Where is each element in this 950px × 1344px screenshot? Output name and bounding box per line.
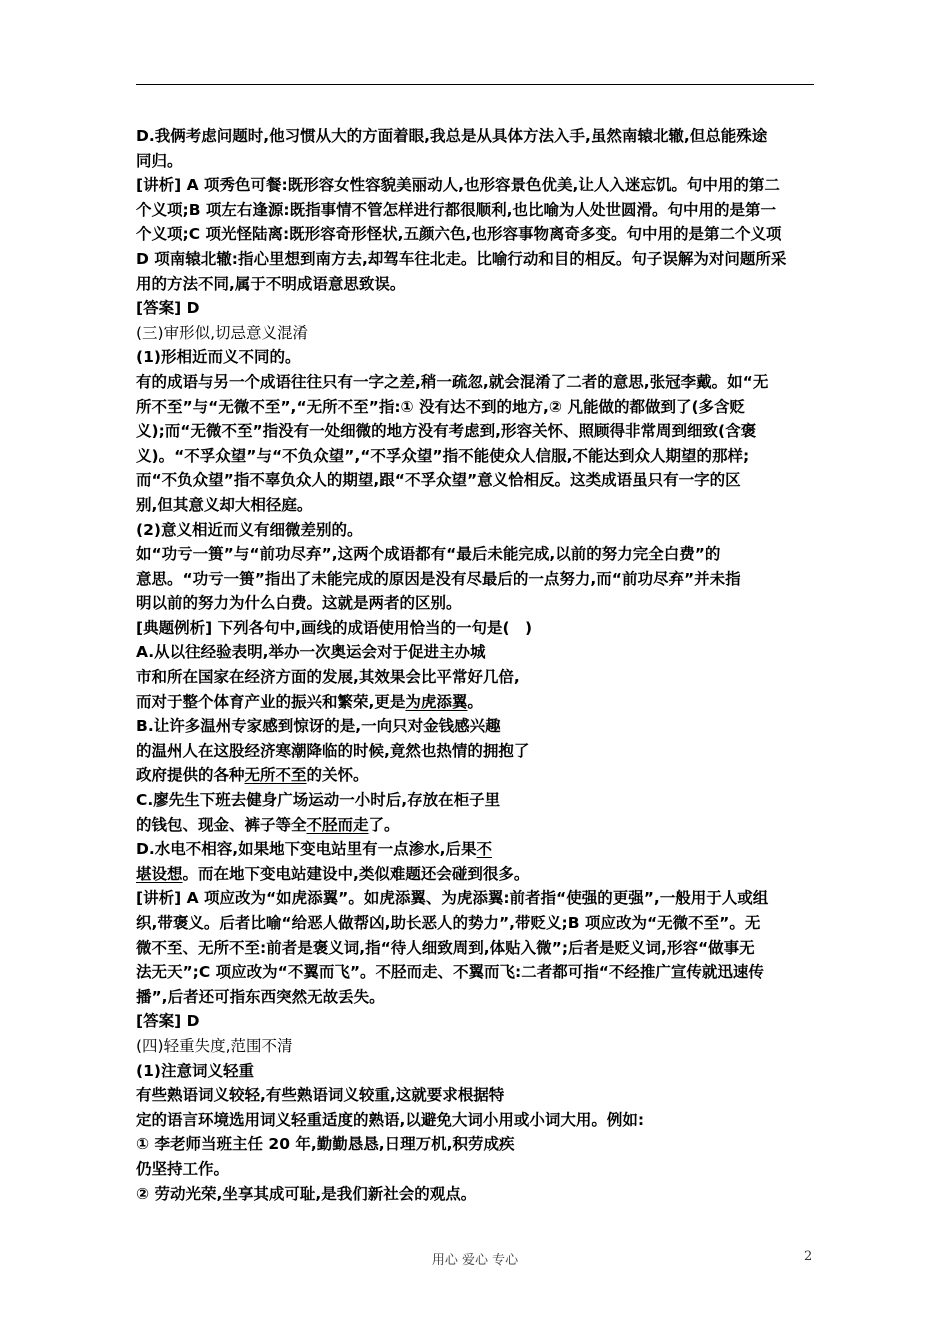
text-segment: 同归。: [136, 151, 183, 170]
text-segment: 个义项;C 项光怪陆离:既形容奇形怪状,五颜六色,也形容事物离奇多变。句中用的是第二个义项: [136, 225, 782, 244]
text-line: [136, 321, 814, 346]
text-line: [136, 149, 814, 174]
page-footer: [0, 1249, 950, 1269]
text-line: [136, 345, 814, 370]
text-segment: 政府提供的各种: [136, 766, 245, 785]
text-segment: 的钱包、现金、裤子等全: [136, 815, 307, 834]
text-segment: D.我俩考虑问题时,他习惯从大的方面着眼,我总是从具体方法入手,虽然南辕北辙,但总能殊途: [136, 127, 768, 145]
text-segment: 了。: [368, 815, 400, 834]
text-line: [136, 1132, 814, 1157]
text-segment: (1)注意词义轻重: [136, 1061, 254, 1080]
text-line: [136, 837, 814, 862]
page-number: 2: [804, 1249, 813, 1264]
text-line: [136, 960, 814, 985]
text-line: [136, 542, 814, 567]
text-segment: (四)轻重失度,范围不清: [136, 1036, 293, 1055]
text-line: [136, 936, 814, 961]
text-segment: ① 李老师当班主任 20 年,勤勤恳恳,日理万机,积劳成疾: [136, 1135, 515, 1154]
underlined-idiom: 堪设想: [136, 864, 183, 883]
text-segment: 有的成语与另一个成语往往只有一字之差,稍一疏忽,就会混淆了二者的意思,张冠李戴。如“无: [136, 372, 769, 391]
text-line: [136, 468, 814, 493]
text-segment: 明以前的努力为什么白费。这就是两者的区别。: [136, 594, 462, 613]
text-line: [136, 985, 814, 1010]
underlined-idiom: 无所不至: [244, 766, 307, 785]
text-segment: [讲析] A 项秀色可餐:既形容女性容貌美丽动人,也形容景色优美,让人入迷忘饥。句中用的第二: [136, 176, 780, 195]
text-segment: 所不至”与“无微不至”,“无所不至”指:① 没有达不到的地方,② 凡能做的都做到了(多含贬: [136, 397, 746, 416]
text-segment: ② 劳动光荣,坐享其成可耻,是我们新社会的观点。: [136, 1184, 477, 1203]
text-segment: B.让许多温州专家感到惊讶的是,一向只对金钱感兴趣: [136, 717, 501, 736]
text-line: [136, 173, 814, 198]
text-segment: 定的语言环境选用词义轻重适度的熟语,以避免大词小用或小词大用。例如:: [136, 1110, 645, 1129]
text-line: [136, 296, 814, 321]
text-line: [136, 419, 814, 444]
text-line: [136, 395, 814, 420]
text-segment: (2)意义相近而义有细微差别的。: [136, 520, 363, 539]
text-line: [136, 886, 814, 911]
footer-motto: 用心 爱心 专心: [431, 1253, 519, 1268]
text-segment: 的温州人在这股经济寒潮降临的时候,竟然也热情的拥抱了: [136, 741, 530, 760]
text-line: [136, 222, 814, 247]
text-segment: C.廖先生下班去健身广场运动一小时后,存放在柜子里: [136, 791, 501, 810]
underlined-idiom: 不胫而走: [306, 815, 369, 834]
text-line: [136, 370, 814, 395]
document-body: [136, 124, 814, 1206]
text-line: [136, 1059, 814, 1084]
text-segment: 法无天”;C 项应改为“不翼而飞”。不胫而走、不翼而飞:二者都可指“不经推广宣传就迅速传: [136, 963, 764, 982]
text-line: [136, 690, 814, 715]
text-line: [136, 247, 814, 272]
text-line: [136, 1157, 814, 1182]
text-segment: 如“功亏一篑”与“前功尽弃”,这两个成语都有“最后未能完成,以前的努力完全白费”的: [136, 545, 721, 564]
underlined-idiom: 不: [476, 840, 493, 859]
text-line: [136, 591, 814, 616]
text-line: [136, 124, 814, 149]
text-segment: [典题例析] 下列各句中,画线的成语使用恰当的一句是( ): [136, 618, 533, 637]
text-segment: 用的方法不同,属于不明成语意思致误。: [136, 274, 406, 293]
text-line: [136, 862, 814, 887]
text-line: [136, 518, 814, 543]
text-line: [136, 813, 814, 838]
text-line: [136, 493, 814, 518]
underlined-idiom: 为虎添翼: [405, 692, 468, 711]
text-segment: 义)。“不孚众望”与“不负众望”,“不孚众望”指不能使众人信服,不能达到众人期望的那样;: [136, 446, 750, 465]
text-segment: 个义项;B 项左右逢源:既指事情不管怎样进行都很顺利,也比喻为人处世圆滑。句中用的是第一: [136, 200, 776, 219]
text-line: [136, 640, 814, 665]
header-rule: [136, 84, 814, 85]
text-segment: D 项南辕北辙:指心里想到南方去,却驾车往北走。比喻行动和目的相反。句子误解为对问题所采: [136, 249, 787, 268]
text-segment: [答案] D: [136, 1012, 200, 1031]
text-line: [136, 1083, 814, 1108]
text-segment: 有些熟语词义较轻,有些熟语词义较重,这就要求根据特: [136, 1086, 505, 1105]
text-segment: [答案] D: [136, 299, 200, 318]
text-line: [136, 714, 814, 739]
text-line: [136, 1182, 814, 1207]
text-line: [136, 788, 814, 813]
text-line: [136, 665, 814, 690]
text-segment: 的关怀。: [306, 766, 369, 785]
text-segment: 仍坚持工作。: [136, 1159, 230, 1178]
text-line: [136, 911, 814, 936]
text-line: [136, 567, 814, 592]
text-line: [136, 763, 814, 788]
text-segment: 。而在地下变电站建设中,类似难题还会碰到很多。: [182, 864, 530, 883]
text-line: [136, 1009, 814, 1034]
text-segment: 播”,后者还可指东西突然无故丢失。: [136, 987, 385, 1006]
text-segment: 意思。“功亏一篑”指出了未能完成的原因是没有尽最后的一点努力,而“前功尽弃”并未指: [136, 569, 741, 588]
text-line: [136, 1034, 814, 1059]
text-line: [136, 272, 814, 297]
text-segment: D.水电不相容,如果地下变电站里有一点渗水,后果: [136, 840, 477, 859]
text-line: [136, 616, 814, 641]
text-segment: 织,带褒义。后者比喻“给恶人做帮凶,助长恶人的势力”,带贬义;B 项应改为“无微不至”。无: [136, 914, 761, 932]
text-segment: 别,但其意义却大相径庭。: [136, 495, 313, 514]
text-segment: 微不至、无所不至:前者是褒义词,指“待人细致周到,体贴入微”;后者是贬义词,形容“做事无: [136, 938, 755, 957]
text-segment: 而对于整个体育产业的振兴和繁荣,更是: [136, 692, 406, 711]
text-line: [136, 444, 814, 469]
text-segment: 市和所在国家在经济方面的发展,其效果会比平常好几倍,: [136, 668, 520, 687]
text-segment: (1)形相近而义不同的。: [136, 348, 301, 367]
text-segment: 。: [467, 692, 483, 711]
text-segment: A.从以往经验表明,举办一次奥运会对于促进主办城: [136, 643, 486, 662]
text-segment: 义);而“无微不至”指没有一处细微的地方没有考虑到,形容关怀、照顾得非常周到细致(含褒: [136, 422, 757, 441]
text-segment: (三)审形似,切忌意义混淆: [136, 323, 309, 342]
text-segment: 而“不负众望”指不辜负众人的期望,跟“不孚众望”意义恰相反。这类成语虽只有一字的区: [136, 471, 741, 490]
text-line: [136, 198, 814, 223]
text-line: [136, 739, 814, 764]
text-segment: [讲析] A 项应改为“如虎添翼”。如虎添翼、为虎添翼:前者指“使强的更强”,一般用于人或组: [136, 889, 769, 908]
text-line: [136, 1108, 814, 1133]
